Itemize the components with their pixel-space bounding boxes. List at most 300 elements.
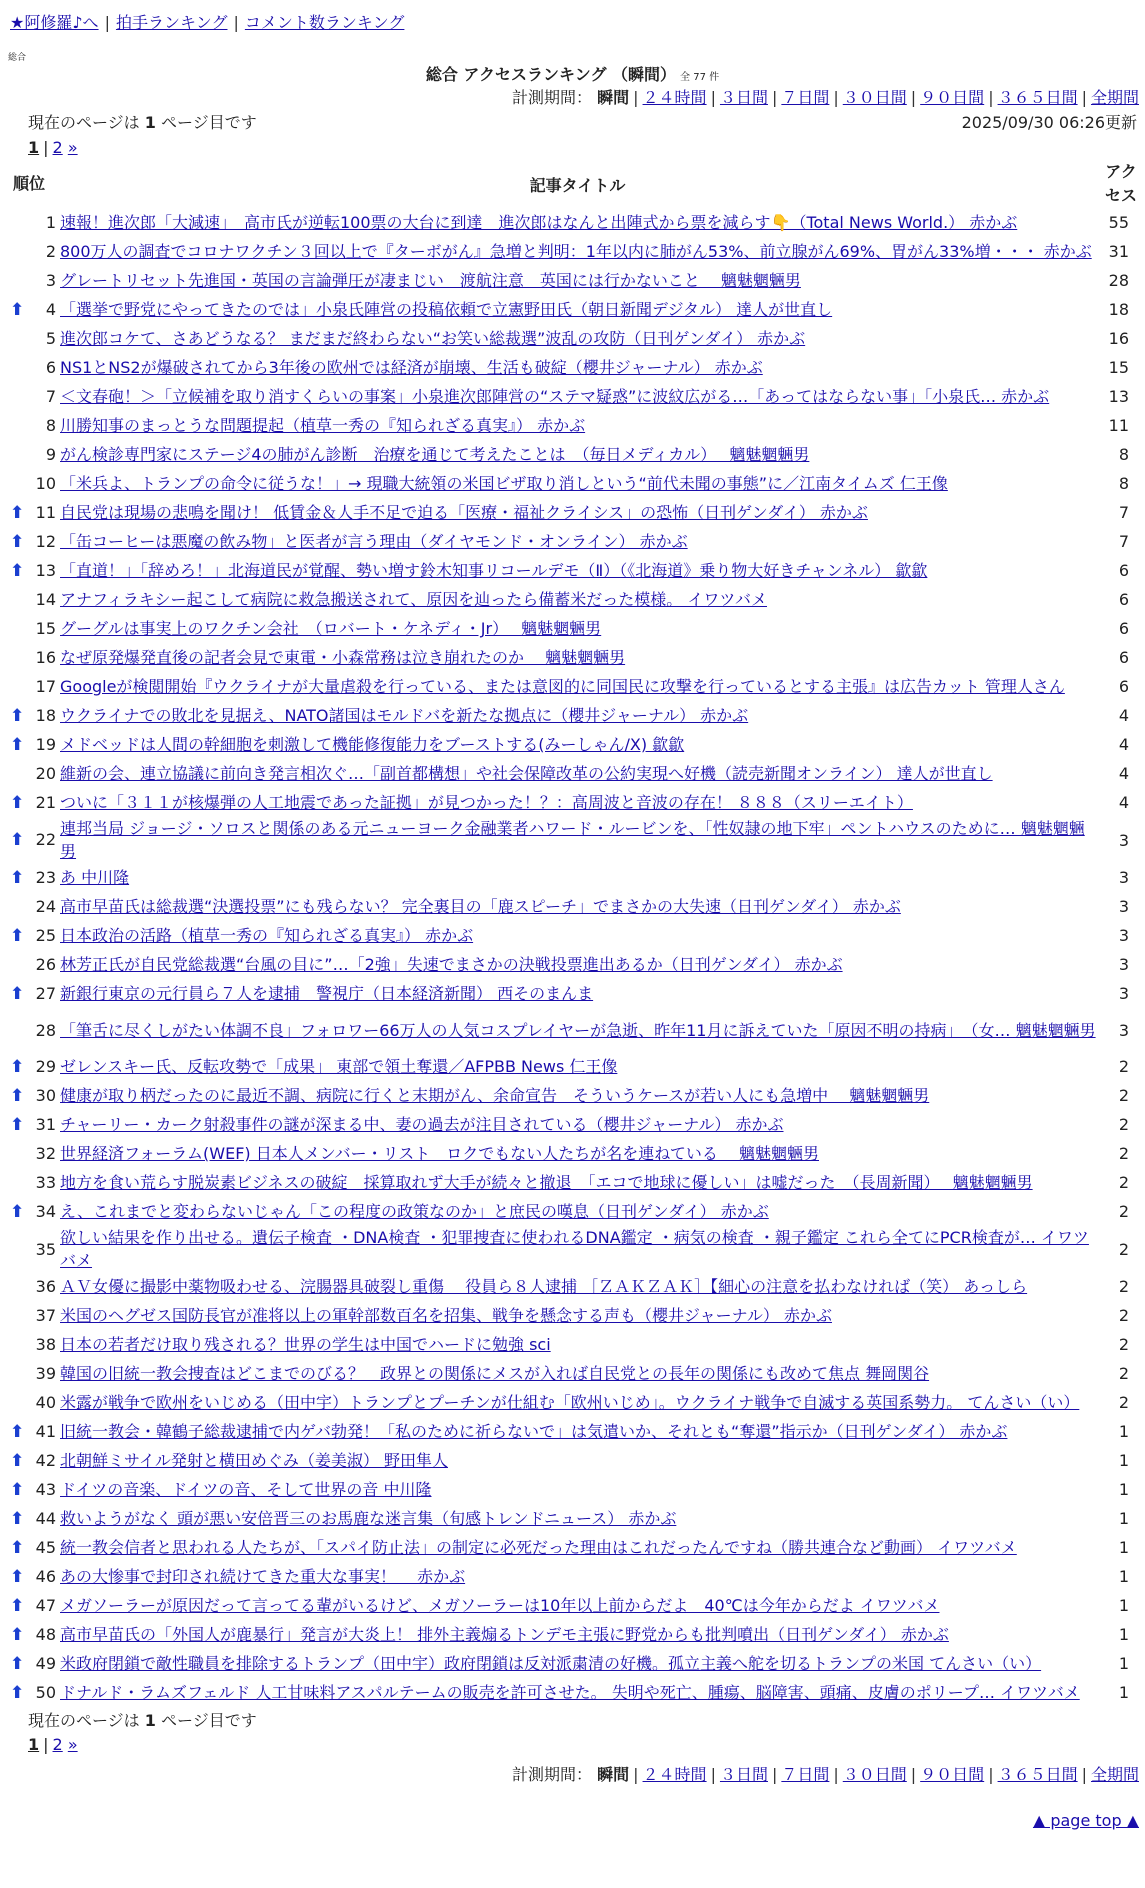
access-count: 18	[1108, 300, 1129, 319]
rank-up-arrow-icon: ⬆	[10, 299, 25, 320]
period-link[interactable]: ２４時間	[642, 1765, 707, 1784]
rank-cell	[2, 921, 56, 950]
rank-cell	[2, 1052, 56, 1081]
table-row	[2, 1446, 1143, 1475]
rank-up-arrow-icon: ⬆	[10, 1450, 25, 1471]
article-link[interactable]: NS1とNS2が爆破されてから3年後の欧州では経済が崩壊、生活も破綻（櫻井ジャーナル） 赤かぶ	[60, 358, 763, 377]
article-link[interactable]: 自民党は現場の悲鳴を聞け！ 低賃金＆人手不足で迫る「医療・福祉クライシス」の恐怖（日刊ゲンダイ） 赤かぶ	[60, 503, 868, 522]
table-row	[2, 1081, 1143, 1110]
table-row	[2, 1226, 1143, 1272]
rank-cell	[2, 1533, 56, 1562]
rank-cell	[2, 556, 56, 585]
rank-number: 37	[35, 1306, 56, 1325]
period-link[interactable]: ３０日間	[842, 1765, 907, 1784]
rank-cell	[2, 614, 56, 643]
rank-cell	[2, 892, 56, 921]
rank-up-arrow-icon: ⬆	[10, 531, 25, 552]
title-cell	[56, 759, 1099, 788]
rank-cell	[2, 324, 56, 353]
header-count: アクセス	[1104, 162, 1137, 205]
title-cell	[56, 1081, 1099, 1110]
article-link[interactable]: Googleが検閲開始『ウクライナが大量虐殺を行っている、または意図的に同国民に攻撃を行っているとする主張』は広告カット 管理人さん	[60, 677, 1065, 696]
rank-number: 4	[45, 299, 56, 319]
rank-up-arrow-icon: ⬆	[10, 1085, 25, 1106]
rank-cell	[2, 1504, 56, 1533]
rank-cell	[2, 863, 56, 892]
access-count: 2	[1118, 1277, 1129, 1296]
home-link[interactable]: ★阿修羅♪へ	[10, 13, 99, 32]
table-row	[2, 237, 1143, 266]
rank-cell	[2, 1110, 56, 1139]
article-link[interactable]: 「米兵よ、トランプの命令に従うな！」→ 現職大統領の米国ビザ取り消しという“前代未聞の事態”に／江南タイムズ 仁王像	[60, 474, 948, 493]
page-info-suffix: ページ目です	[161, 1711, 257, 1730]
rank-number: 5	[45, 329, 56, 348]
access-count: 3	[1118, 926, 1129, 945]
access-count: 1	[1118, 1451, 1129, 1470]
period-link[interactable]: ３６５日間	[997, 1765, 1078, 1784]
period-separator: |	[771, 1765, 778, 1784]
page-info-prefix: 現在のページは	[28, 113, 140, 132]
access-count: 2	[1118, 1239, 1129, 1259]
article-link[interactable]: あ 中川隆	[60, 868, 130, 887]
pager-bottom	[0, 1733, 1145, 1757]
table-row	[2, 1388, 1143, 1417]
table-row	[2, 440, 1143, 469]
rank-number: 24	[35, 897, 56, 916]
period-separator: |	[910, 88, 917, 107]
title-cell	[56, 295, 1099, 324]
rank-cell	[2, 817, 56, 863]
access-count: 2	[1118, 1115, 1129, 1134]
rank-number: 26	[35, 955, 56, 974]
article-link[interactable]: 高市早苗氏は総裁選“決選投票”にも残らない？ 完全裏目の「鹿スピーチ」でまさかの大失速（日刊ゲンダイ） 赤かぶ	[60, 897, 901, 916]
title-cell	[56, 324, 1099, 353]
table-row	[2, 1168, 1143, 1197]
title-cell	[56, 1330, 1099, 1359]
title-cell	[56, 950, 1099, 979]
article-link[interactable]: 800万人の調査でコロナワクチン３回以上で『ターボがん』急増と判明：1年以内に肺がん53%、前立腺がん69%、胃がん33%増・・・ 赤かぶ	[60, 242, 1092, 261]
title-cell	[56, 701, 1099, 730]
page-info-number: 1	[144, 1711, 156, 1730]
article-link[interactable]: 「直道！」「辞めろ！」北海道民が覚醒、勢い増す鈴木知事リコールデモ（Ⅱ）（《北海道》乗り物大好きチャンネル） 歙歙	[60, 561, 928, 580]
rank-up-arrow-icon: ⬆	[10, 1479, 25, 1500]
title-cell	[56, 643, 1099, 672]
table-row	[2, 1649, 1143, 1678]
category-label: 総合	[8, 53, 27, 63]
table-row	[2, 759, 1143, 788]
access-count: 2	[1118, 1057, 1129, 1076]
table-row	[2, 527, 1143, 556]
rank-cell	[2, 1139, 56, 1168]
rank-cell	[2, 672, 56, 701]
article-link[interactable]: 世界経済フォーラム(WEF) 日本人メンバー・リスト ロクでもない人たちが名を連ねている 魑魅魍魎男	[60, 1144, 819, 1163]
title-cell	[56, 527, 1099, 556]
access-count: 1	[1118, 1625, 1129, 1644]
rank-up-arrow-icon: ⬆	[10, 1624, 25, 1645]
clap-ranking-link[interactable]: 拍手ランキング	[115, 13, 228, 32]
title-cell	[56, 817, 1099, 863]
article-link[interactable]: ウクライナでの敗北を見据え、NATO諸国はモルドバを新たな拠点に（櫻井ジャーナル） 赤かぶ	[60, 706, 749, 725]
period-link[interactable]: ３日間	[719, 1765, 768, 1784]
title-cell	[56, 353, 1099, 382]
rank-number: 15	[35, 619, 56, 638]
period-separator: |	[710, 1765, 716, 1784]
article-link[interactable]: ついに「３１１が核爆弾の人工地震であった証拠」が見つかった！？：高周波と音波の存在！ ８８８（スリーエイト）	[60, 793, 913, 812]
article-link[interactable]: ドナルド・ラムズフェルド 人工甘味料アスパルテームの販売を許可させた。 失明や死亡、腫瘍、脳障害、頭痛、皮膚のポリープ… イワツバメ	[60, 1683, 1080, 1702]
rank-cell	[2, 1417, 56, 1446]
access-count: 8	[1118, 474, 1129, 493]
page-info-number: 1	[144, 113, 156, 132]
current-page-info	[28, 110, 257, 136]
article-link[interactable]: 高市早苗氏の「外国人が鹿暴行」発言が大炎上！ 排外主義煽るトンデモ主張に野党からも批判噴出（日刊ゲンダイ） 赤かぶ	[60, 1625, 949, 1644]
rank-number: 41	[35, 1421, 56, 1441]
article-link[interactable]: あの大惨事で封印され続けてきた重大な事実！ 赤かぶ	[60, 1567, 466, 1586]
table-row	[2, 498, 1143, 527]
access-count: 6	[1118, 561, 1129, 580]
period-link[interactable]: ７日間	[781, 88, 830, 107]
article-link[interactable]: ドイツの音楽、ドイツの音、そして世界の音 中川隆	[60, 1480, 432, 1499]
table-row	[2, 788, 1143, 817]
rank-number: 11	[35, 502, 56, 522]
article-link[interactable]: 速報！進次郎「大減速」 高市氏が逆転100票の大台に到達 進次郎はなんと出陣式から票を減らす👇（Total News World.） 赤かぶ	[60, 213, 1018, 232]
title-cell	[56, 585, 1099, 614]
period-link[interactable]: ３日間	[719, 88, 768, 107]
table-header-row	[2, 160, 1143, 208]
rank-number: 49	[35, 1653, 56, 1673]
rank-cell	[2, 527, 56, 556]
pager-current[interactable]: 1	[28, 1735, 40, 1754]
rank-number: 39	[35, 1364, 56, 1383]
title-cell	[56, 614, 1099, 643]
article-link[interactable]: 救いようがなく 頭が悪い安倍晋三のお馬鹿な迷言集（旬感トレンドニュース） 赤かぶ	[60, 1509, 677, 1528]
pager-separator: |	[43, 138, 49, 157]
rank-number: 21	[35, 792, 56, 812]
access-count: 4	[1118, 793, 1129, 812]
table-row	[2, 353, 1143, 382]
access-count: 15	[1108, 358, 1129, 377]
rank-number: 27	[35, 983, 56, 1003]
article-link[interactable]: 統一教会信者と思われる人たちが、「スパイ防止法」の制定に必死だった理由はこれだったんですね（勝共連合など動画） イワツバメ	[60, 1538, 1017, 1557]
access-count: 1	[1118, 1654, 1129, 1673]
rank-up-arrow-icon: ⬆	[10, 1537, 25, 1558]
rank-number: 48	[35, 1624, 56, 1644]
rank-number: 1	[45, 213, 56, 232]
rank-number: 44	[35, 1508, 56, 1528]
table-row	[2, 979, 1143, 1008]
top-nav	[0, 0, 1145, 36]
article-link[interactable]: がん検診専門家にステージ4の肺がん診断 治療を通じて考えたことは （毎日メディカル） 魑魅魍魎男	[60, 445, 810, 464]
article-link[interactable]: アナフィラキシー起こして病院に救急搬送されて、原因を辿ったら備蓄米だった模様。 イワツバメ	[60, 590, 768, 609]
title-cell	[56, 1504, 1099, 1533]
access-count: 2	[1118, 1144, 1129, 1163]
article-link[interactable]: 新銀行東京の元行員ら７人を逮捕 警視庁（日本経済新聞） 西そのまんま	[60, 984, 594, 1003]
rank-number: 17	[35, 677, 56, 696]
pager-page-2[interactable]: 2	[52, 138, 63, 157]
ranking-total: 全 77 件	[680, 72, 720, 83]
title-cell	[56, 556, 1099, 585]
rank-number: 29	[35, 1056, 56, 1076]
access-count: 1	[1118, 1683, 1129, 1702]
table-row	[2, 1330, 1143, 1359]
ranking-title	[0, 64, 1145, 86]
rank-number: 2	[45, 242, 56, 261]
article-link[interactable]: 川勝知事のまっとうな問題提起（植草一秀の『知られざる真実』） 赤かぶ	[60, 416, 586, 435]
access-count: 3	[1118, 897, 1129, 916]
access-count: 1	[1118, 1509, 1129, 1528]
rank-cell	[2, 1620, 56, 1649]
rank-up-arrow-icon: ⬆	[10, 867, 25, 888]
rank-number: 42	[35, 1450, 56, 1470]
access-count: 3	[1118, 984, 1129, 1003]
title-cell	[56, 1301, 1099, 1330]
article-link[interactable]: メガソーラーが原因だって言ってる輩がいるけど、メガソーラーは10年以上前からだよ 40℃は今年からだよ イワツバメ	[60, 1596, 940, 1615]
rank-number: 38	[35, 1335, 56, 1354]
rank-number: 30	[35, 1085, 56, 1105]
table-row	[2, 672, 1143, 701]
article-link[interactable]: 日本の若者だけ取り残される？世界の学生は中国でハードに勉強 sci	[60, 1335, 551, 1354]
table-row	[2, 1110, 1143, 1139]
article-link[interactable]: ＜文春砲！＞「立候補を取り消すくらいの事案」小泉進次郎陣営の“ステマ疑惑”に波紋広がる…「あってはならない事」「小泉氏… 赤かぶ	[60, 387, 1050, 406]
rank-cell	[2, 469, 56, 498]
title-cell	[56, 237, 1099, 266]
title-cell	[56, 411, 1099, 440]
title-cell	[56, 1168, 1099, 1197]
table-row	[2, 1678, 1143, 1707]
title-cell	[56, 979, 1099, 1008]
pager-current[interactable]: 1	[28, 138, 40, 157]
title-cell	[56, 1620, 1099, 1649]
article-link[interactable]: 「缶コーヒーは悪魔の飲み物」と医者が言う理由（ダイヤモンド・オンライン） 赤かぶ	[60, 532, 688, 551]
article-link[interactable]: 日本政治の活路（植草一秀の『知られざる真実』） 赤かぶ	[60, 926, 474, 945]
article-link[interactable]: え、これまでと変わらないじゃん「この程度の政策なのか」と庶民の嘆息（日刊ゲンダイ） 赤かぶ	[60, 1202, 769, 1221]
access-count: 1	[1118, 1422, 1129, 1441]
article-link[interactable]: 進次郎コケて、さあどうなる？ まだまだ終わらない“お笑い総裁選”波乱の攻防（日刊ゲンダイ） 赤かぶ	[60, 329, 806, 348]
pager	[0, 136, 1145, 160]
rank-cell	[2, 585, 56, 614]
table-row	[2, 1301, 1143, 1330]
rank-cell	[2, 1008, 56, 1052]
table-row	[2, 950, 1143, 979]
table-row	[2, 1417, 1143, 1446]
period-separator: |	[988, 1765, 994, 1784]
access-count: 28	[1108, 271, 1129, 290]
table-row	[2, 556, 1143, 585]
rank-cell	[2, 411, 56, 440]
title-cell	[56, 208, 1099, 237]
rank-number: 12	[35, 531, 56, 551]
access-count: 2	[1118, 1086, 1129, 1105]
rank-cell	[2, 1081, 56, 1110]
article-link[interactable]: 連邦当局 ジョージ・ソロスと関係のある元ニューヨーク金融業者ハワード・ルービンを、「性奴隷の地下牢」ペントハウスのために… 魑魅魍魎男	[60, 819, 1085, 861]
rank-cell	[2, 237, 56, 266]
rank-up-arrow-icon: ⬆	[10, 925, 25, 946]
rank-number: 23	[35, 867, 56, 887]
access-count: 6	[1118, 619, 1129, 638]
rank-cell	[2, 498, 56, 527]
article-link[interactable]: 旧統一教会・韓鶴子総裁逮捕で内ゲバ勃発！「私のために祈らないで」は気遣いか、それとも“奪還”指示か（日刊ゲンダイ） 赤かぶ	[60, 1422, 1008, 1441]
access-count: 4	[1118, 735, 1129, 754]
footer-page-info	[0, 1709, 1145, 1733]
access-count: 3	[1118, 868, 1129, 887]
rank-number: 43	[35, 1479, 56, 1499]
table-row	[2, 701, 1143, 730]
article-link[interactable]: なぜ原発爆発直後の記者会見で東電・小森常務は泣き崩れたのか 魑魅魍魎男	[60, 648, 626, 667]
access-count: 2	[1118, 1393, 1129, 1412]
ranking-table	[2, 160, 1143, 1707]
title-cell	[56, 382, 1099, 411]
rank-number: 40	[35, 1393, 56, 1412]
period-label: 計測期間：	[512, 1765, 593, 1784]
access-count: 55	[1108, 213, 1129, 232]
comment-ranking-link[interactable]: コメント数ランキング	[244, 13, 405, 32]
title-cell	[56, 672, 1099, 701]
table-row	[2, 1052, 1143, 1081]
access-count: 6	[1118, 590, 1129, 609]
rank-cell	[2, 1330, 56, 1359]
access-count: 4	[1118, 764, 1129, 783]
rank-cell	[2, 266, 56, 295]
rank-number: 10	[35, 474, 56, 493]
rank-number: 32	[35, 1144, 56, 1163]
title-cell	[56, 1197, 1099, 1226]
period-separator: |	[633, 88, 639, 107]
period-separator: |	[710, 88, 716, 107]
table-row	[2, 382, 1143, 411]
rank-number: 20	[35, 764, 56, 783]
title-cell	[56, 469, 1099, 498]
table-row	[2, 1504, 1143, 1533]
access-count: 2	[1118, 1306, 1129, 1325]
access-count: 13	[1108, 387, 1129, 406]
title-cell	[56, 788, 1099, 817]
rank-cell	[2, 1649, 56, 1678]
table-row	[2, 892, 1143, 921]
title-cell	[56, 1139, 1099, 1168]
access-count: 4	[1118, 706, 1129, 725]
rank-number: 47	[35, 1595, 56, 1615]
rank-cell	[2, 295, 56, 324]
rank-cell	[2, 440, 56, 469]
period-link[interactable]: 全期間	[1090, 1765, 1139, 1784]
header-title: 記事タイトル	[529, 175, 626, 195]
article-link[interactable]: 欲しい結果を作り出せる。遺伝子検査 ・DNA検査 ・犯罪捜査に使われるDNA鑑定 ・病気の検査 ・親子鑑定 これら全てにPCR検査が… イワツバメ	[60, 1228, 1089, 1270]
rank-cell	[2, 701, 56, 730]
rank-up-arrow-icon: ⬆	[10, 830, 25, 850]
title-cell	[56, 1591, 1099, 1620]
pager-separator: |	[43, 1735, 49, 1754]
access-count: 1	[1118, 1567, 1129, 1586]
title-cell	[56, 1052, 1099, 1081]
pager-page-2[interactable]: 2	[52, 1735, 63, 1754]
article-link[interactable]: グーグルは事実上のワクチン会社 （ロバート・ケネディ・Jr） 魑魅魍魎男	[60, 619, 602, 638]
table-row	[2, 1620, 1143, 1649]
article-link[interactable]: 「選挙で野党にやってきたのでは」小泉氏陣営の投稿依頼で立憲野田氏（朝日新聞デジタル） 達人が世直し	[60, 300, 833, 319]
period-selector	[0, 86, 1145, 110]
title-cell	[56, 730, 1099, 759]
pager-next[interactable]: »	[67, 1735, 78, 1754]
rank-cell	[2, 1197, 56, 1226]
rank-number: 36	[35, 1277, 56, 1296]
period-link[interactable]: ３０日間	[842, 88, 907, 107]
table-row	[2, 1139, 1143, 1168]
title-cell	[56, 863, 1099, 892]
article-link[interactable]: 北朝鮮ミサイル発射と横田めぐみ（姜美淑） 野田隼人	[60, 1451, 448, 1470]
rank-number: 8	[45, 416, 56, 435]
access-count: 2	[1118, 1335, 1129, 1354]
title-cell	[56, 1678, 1099, 1707]
period-separator: |	[1081, 1765, 1087, 1784]
rank-number: 25	[35, 925, 56, 945]
table-row	[2, 295, 1143, 324]
period-link[interactable]: ３６５日間	[997, 88, 1078, 107]
rank-number: 7	[45, 387, 56, 406]
article-link[interactable]: 米政府閉鎖で敵性職員を排除するトランプ（田中宇）政府閉鎖は反対派粛清の好機。孤立主義へ舵を切るトランプの米国 てんさい（い）	[60, 1654, 1042, 1673]
page-top-link[interactable]: ▲ page top ▲	[1032, 1811, 1139, 1830]
table-row	[2, 1008, 1143, 1052]
period-separator: |	[771, 88, 778, 107]
article-link[interactable]: ゼレンスキー氏、反転攻勢で「成果」 東部で領土奪還／AFPBB News 仁王像	[60, 1057, 618, 1076]
period-link[interactable]: ７日間	[781, 1765, 830, 1784]
article-link[interactable]: グレートリセット先進国・英国の言論弾圧が凄まじい 渡航注意 英国には行かないこと 魑魅魍魎男	[60, 271, 801, 290]
rank-up-arrow-icon: ⬆	[10, 1653, 25, 1674]
article-link[interactable]: 「筆舌に尽くしがたい体調不良」フォロワー66万人の人気コスプレイヤーが急逝、昨年11月に訴えていた「原因不明の持病」 （女… 魑魅魍魎男	[60, 1020, 1096, 1040]
rank-cell	[2, 950, 56, 979]
updated-timestamp: 2025/09/30 06:26更新	[961, 113, 1137, 132]
page-info-suffix: ページ目です	[161, 113, 257, 132]
article-link[interactable]: 韓国の旧統一教会捜査はどこまでのびる？ 政界との関係にメスが入れば自民党との長年の関係にも改めて焦点 舞岡関谷	[60, 1364, 930, 1383]
article-link[interactable]: 地方を食い荒らす脱炭素ビジネスの破綻 採算取れず大手が続々と撤退 「エコで地球に優しい」は嘘だった （長周新聞） 魑魅魍魎男	[60, 1173, 1033, 1192]
table-row	[2, 585, 1143, 614]
rank-number: 6	[45, 358, 56, 377]
rank-up-arrow-icon: ⬆	[10, 734, 25, 755]
article-link[interactable]: メドベッドは人間の幹細胞を刺激して機能修復能力をブーストする(みーしゃん/X) 歙歙	[60, 735, 685, 754]
period-link[interactable]: 全期間	[1090, 88, 1139, 107]
page-info-row	[0, 110, 1145, 136]
rank-number: 3	[45, 271, 56, 290]
rank-cell	[2, 1301, 56, 1330]
period-link[interactable]: ２４時間	[642, 88, 707, 107]
title-cell	[56, 1533, 1099, 1562]
title-cell	[56, 921, 1099, 950]
article-link[interactable]: 維新の会、連立協議に前向き発言相次ぐ…「副首都構想」や社会保障改革の公約実現へ好機（読売新聞オンライン） 達人が世直し	[60, 764, 993, 783]
period-label: 計測期間：	[512, 88, 593, 107]
rank-up-arrow-icon: ⬆	[10, 560, 25, 581]
period-separator: |	[910, 1765, 917, 1784]
article-link[interactable]: 林芳正氏が自民党総裁選“台風の目に”…「2強」失速でまさかの決戦投票進出あるか（日刊ゲンダイ） 赤かぶ	[60, 955, 843, 974]
article-link[interactable]: ＡＶ女優に撮影中薬物吸わせる、浣腸器具破裂し重傷 役員ら８人逮捕 ［ＺＡＫＺＡＫ］【細心の注意を払わなければ（笑） あっしら	[60, 1277, 1028, 1296]
period-separator: |	[1081, 88, 1087, 107]
rank-cell	[2, 1591, 56, 1620]
rank-number: 33	[35, 1173, 56, 1192]
period-link[interactable]: ９０日間	[920, 1765, 985, 1784]
article-link[interactable]: 米露が戦争で欧州をいじめる（田中宇）トランプとプーチンが仕組む「欧州いじめ」。ウクライナ戦争で自滅する英国系勢力。 てんさい（い）	[60, 1393, 1080, 1412]
access-count: 1	[1118, 1538, 1129, 1557]
period-link[interactable]: ９０日間	[920, 88, 985, 107]
article-link[interactable]: 健康が取り柄だったのに最近不調、病院に行くと末期がん、余命宣告 そういうケースが若い人にも急増中 魑魅魍魎男	[60, 1086, 930, 1105]
article-link[interactable]: チャーリー・カーク射殺事件の謎が深まる中、妻の過去が注目されている（櫻井ジャーナル） 赤かぶ	[60, 1115, 784, 1134]
table-row	[2, 863, 1143, 892]
rank-up-arrow-icon: ⬆	[10, 1566, 25, 1587]
access-count: 2	[1118, 1364, 1129, 1383]
access-count: 7	[1118, 503, 1129, 522]
rank-up-arrow-icon: ⬆	[10, 792, 25, 813]
rank-up-arrow-icon: ⬆	[10, 983, 25, 1004]
article-link[interactable]: 米国のヘグゼス国防長官が准将以上の軍幹部数百名を招集、戦争を懸念する声も（櫻井ジャーナル） 赤かぶ	[60, 1306, 832, 1325]
pager-next[interactable]: »	[67, 138, 78, 157]
rank-cell	[2, 730, 56, 759]
period-separator: |	[988, 88, 994, 107]
period-current: 瞬間	[597, 1765, 630, 1784]
